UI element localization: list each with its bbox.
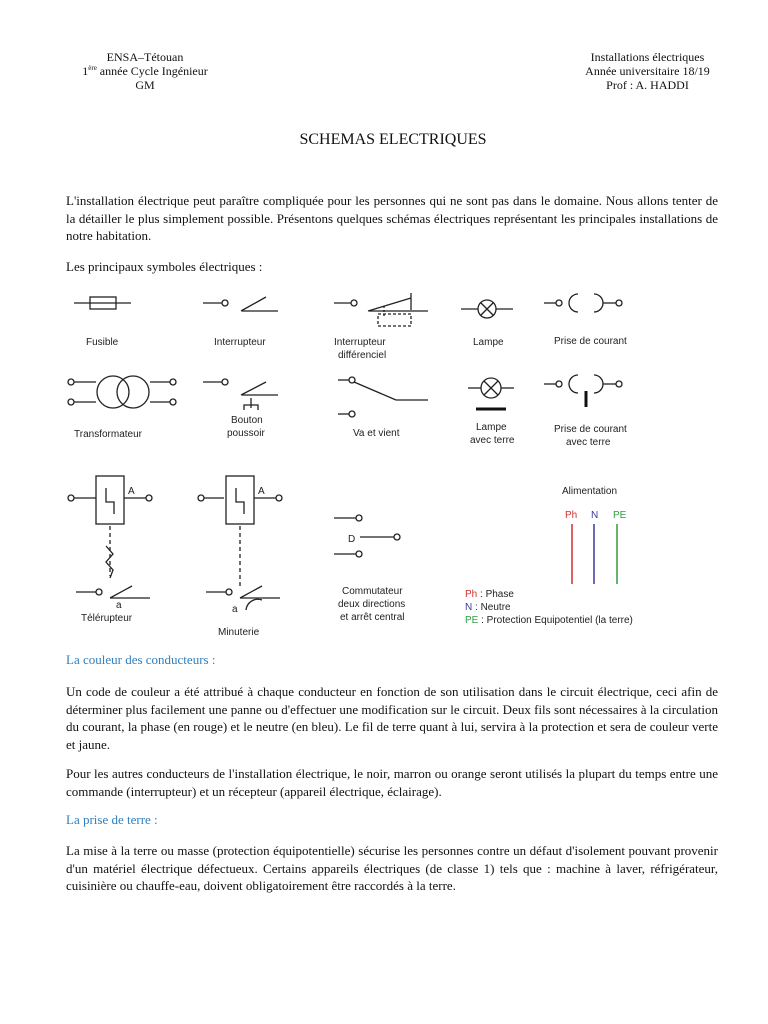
conductor-colors-paragraph-1: Un code de couleur a été attribué à chaque conducteur en fonction de son utilisation dans le circuit électrique, ceci afin de déterminer plus facilement une panne ou d'effectuer une modification sur le circuit. Deux fils sont nécessaires à la circulation du courant, la phase (en rouge) et le neutre (en bleu). Le fil de terre quant à lui, servira à la protection et sera de couleur verte et jaune. <box>66 684 718 752</box>
timer-switch-symbol <box>198 476 282 638</box>
earthed-lamp-symbol <box>468 378 515 446</box>
power-supply-symbol <box>465 486 633 626</box>
svg-text:Va et vient: Va et vient <box>353 428 400 439</box>
section-heading-conductor-colors: La couleur des conducteurs : <box>66 652 216 667</box>
header-right <box>575 50 720 92</box>
differential-switch-symbol <box>334 293 428 361</box>
svg-text:Fusible: Fusible <box>86 337 119 348</box>
conductor-colors-paragraph-2: Pour les autres conducteurs de l'installation électrique, le noir, marron ou orange seront utilisés la plupart du temps entre une commande (interrupteur) et un récepteur (appareil électrique, éclairage). <box>66 766 718 799</box>
two-direction-switch-symbol <box>334 515 405 623</box>
svg-text:a: a <box>116 600 122 611</box>
school-name: ENSA–Tétouan <box>106 50 184 64</box>
socket-symbol <box>544 294 627 347</box>
svg-text:Transformateur: Transformateur <box>74 429 142 440</box>
svg-text:Prise de courant: Prise de courant <box>554 336 627 347</box>
svg-text:a: a <box>232 604 238 615</box>
svg-text:D: D <box>348 534 356 545</box>
svg-text:A: A <box>128 486 135 497</box>
svg-text:Télérupteur: Télérupteur <box>81 613 133 624</box>
svg-text:PE: PE <box>613 510 627 521</box>
push-button-symbol <box>203 379 278 439</box>
symbols-figure <box>66 288 652 643</box>
svg-text:Lampe: Lampe <box>476 422 507 433</box>
department: GM <box>135 78 155 92</box>
svg-text:PE : Protection Equipotentiel: PE : Protection Equipotentiel (la terre) <box>465 615 633 626</box>
svg-text:Alimentation: Alimentation <box>562 486 618 497</box>
svg-text:Interrupteur: Interrupteur <box>334 337 386 348</box>
svg-text:avec terre: avec terre <box>470 435 515 446</box>
professor: Prof : A. HADDI <box>606 78 689 92</box>
svg-text:A: A <box>258 486 265 497</box>
svg-text:avec terre: avec terre <box>566 437 611 448</box>
svg-text:Lampe: Lampe <box>473 337 504 348</box>
svg-text:différenciel: différenciel <box>338 350 387 361</box>
svg-text:Prise de courant: Prise de courant <box>554 424 627 435</box>
header-left <box>60 50 230 92</box>
course-name: Installations électriques <box>590 50 705 64</box>
svg-text:deux directions: deux directions <box>338 599 406 610</box>
svg-text:Minuterie: Minuterie <box>218 627 260 638</box>
svg-text:Interrupteur: Interrupteur <box>214 337 266 348</box>
lamp-symbol <box>461 300 513 348</box>
svg-text:N : Neutre: N : Neutre <box>465 602 511 613</box>
svg-text:Ph : Phase: Ph : Phase <box>465 589 514 600</box>
earthed-socket-symbol <box>544 375 627 448</box>
fuse-symbol <box>74 297 131 348</box>
svg-text:et arrêt central: et arrêt central <box>340 612 405 623</box>
year-cycle: 1ère année Cycle Ingénieur <box>82 64 208 78</box>
svg-text:N: N <box>591 510 599 521</box>
switch-symbol <box>203 297 278 348</box>
section-heading-earthing: La prise de terre : <box>66 812 158 827</box>
svg-text:Commutateur: Commutateur <box>342 586 403 597</box>
transformer-symbol <box>68 376 176 440</box>
remote-switch-symbol <box>68 476 152 624</box>
two-way-switch-symbol <box>338 377 428 439</box>
academic-year: Année universitaire 18/19 <box>585 64 710 78</box>
svg-text:Ph: Ph <box>565 510 578 521</box>
svg-text:Bouton: Bouton <box>231 415 263 426</box>
symbols-intro: Les principaux symboles électriques : <box>66 259 263 274</box>
page-title: SCHEMAS ELECTRIQUES <box>299 131 487 148</box>
svg-text:poussoir: poussoir <box>227 428 265 439</box>
intro-paragraph: L'installation électrique peut paraître compliquée pour les personnes qui ne sont pas dans le domaine. Nous allons tenter de la détailler le plus simplement possible. Présentons quelques schémas électriques représentant les principales installations de notre habitation. <box>66 193 718 243</box>
earthing-paragraph: La mise à la terre ou masse (protection équipotentielle) sécurise les personnes contre un défaut d'isolement pouvant provenir d'un matériel électrique défectueux. Certains appareils électriques (de classe 1) tels que : machine à laver, réfrigérateur, cuisinière ou chauffe-eau, doivent obligatoirement être raccordés à la terre. <box>66 843 718 893</box>
